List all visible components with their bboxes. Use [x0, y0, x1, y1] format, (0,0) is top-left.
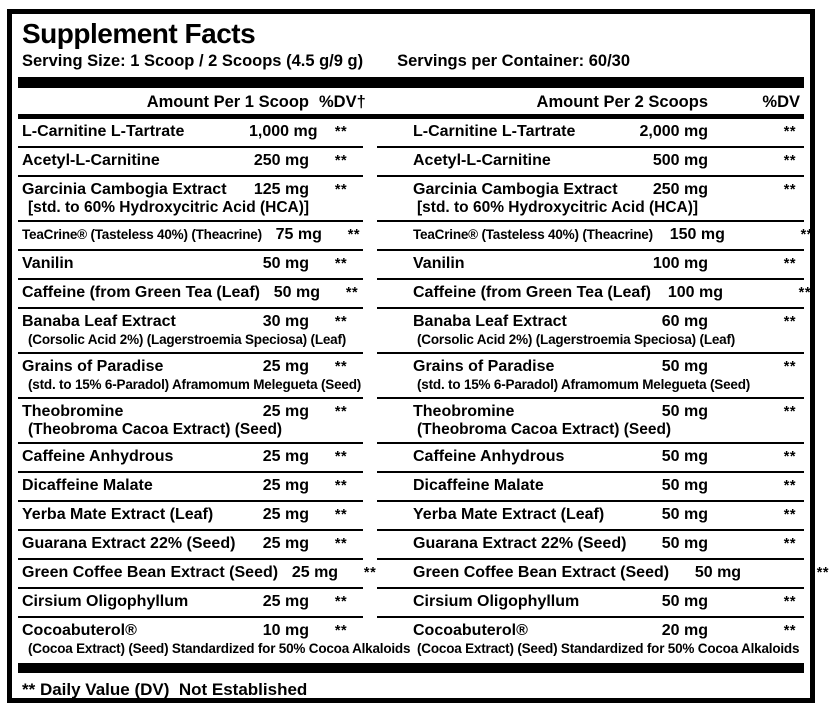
column-gap — [363, 616, 377, 661]
ingredient-name: Cocoabuterol® — [413, 622, 528, 639]
ingredient-name: Vanilin — [413, 255, 465, 272]
ingredient-amount-2scoops: 50 mg — [661, 358, 708, 375]
column-gap — [363, 352, 377, 397]
ingredient-amount-1scoop: 25 mg — [262, 477, 309, 494]
ingredient-amount-2scoops: 250 mg — [652, 181, 708, 198]
ingredient-entry-1scoop — [18, 397, 363, 442]
serving-size: Serving Size: 1 Scoop / 2 Scoops (4.5 g/9 g) — [22, 52, 364, 70]
ingredient-amount-2scoops: 50 mg — [661, 403, 708, 420]
ingredient-entry-1scoop — [18, 587, 363, 616]
column-gap — [363, 146, 377, 175]
column-gap — [363, 307, 377, 352]
ingredient-dv-1scoop: ** — [347, 227, 361, 243]
ingredient-dv-1scoop: ** — [363, 565, 377, 581]
column-gap — [363, 442, 377, 471]
ingredient-name: Caffeine Anhydrous — [22, 448, 174, 465]
ingredient-entry-1scoop — [18, 352, 363, 397]
ingredient-name: Cocoabuterol® — [22, 622, 137, 639]
ingredient-entry-1scoop — [18, 442, 363, 471]
column-headers-2scoops — [377, 88, 804, 112]
ingredient-detail: (std. to 15% 6-Paradol) Aframomum Melegueta (Seed) — [28, 377, 362, 392]
ingredient-amount-2scoops: 2,000 mg — [639, 123, 708, 140]
ingredient-entry-2scoops — [377, 146, 804, 175]
ingredient-dv-1scoop: ** — [334, 124, 348, 140]
ingredient-name: Acetyl-L-Carnitine — [22, 152, 160, 169]
column-gap — [363, 529, 377, 558]
ingredient-name: Garcinia Cambogia Extract — [22, 181, 227, 198]
ingredient-detail: (Theobroma Cacoa Extract) (Seed) — [417, 421, 672, 438]
column-gap — [363, 278, 377, 307]
ingredient-dv-2scoops: ** — [783, 449, 796, 465]
ingredient-amount-1scoop: 50 mg — [273, 284, 320, 301]
ingredient-entry-1scoop — [18, 175, 363, 220]
ingredient-amount-1scoop: 25 mg — [262, 448, 309, 465]
ingredient-name: Vanilin — [22, 255, 74, 272]
ingredient-amount-1scoop: 25 mg — [262, 593, 309, 610]
ingredient-amount-1scoop: 75 mg — [275, 226, 322, 243]
ingredient-dv-1scoop: ** — [334, 404, 348, 420]
ingredient-amount-1scoop: 25 mg — [262, 506, 309, 523]
ingredient-amount-2scoops: 50 mg — [661, 506, 708, 523]
ingredient-dv-1scoop: ** — [345, 285, 359, 301]
ingredient-dv-2scoops: ** — [783, 536, 796, 552]
ingredient-entry-2scoops — [377, 442, 804, 471]
ingredient-row — [18, 175, 804, 220]
ingredient-row — [18, 249, 804, 278]
ingredient-name: Garcinia Cambogia Extract — [413, 181, 618, 198]
serving-info — [18, 51, 804, 71]
ingredient-amount-2scoops: 50 mg — [694, 564, 742, 581]
ingredient-name: Grains of Paradise — [22, 358, 164, 375]
ingredient-name: Caffeine Anhydrous — [413, 448, 565, 465]
ingredient-row — [18, 442, 804, 471]
ingredient-entry-2scoops — [377, 616, 804, 661]
ingredient-amount-2scoops: 20 mg — [661, 622, 708, 639]
ingredient-detail: [std. to 60% Hydroxycitric Acid (HCA)] — [28, 199, 310, 216]
ingredient-row — [18, 119, 804, 146]
divider-thick-top — [18, 77, 804, 88]
column-gap — [363, 220, 377, 249]
ingredient-row — [18, 220, 813, 249]
ingredient-entry-2scoops — [377, 397, 804, 442]
ingredient-entry-2scoops — [377, 529, 804, 558]
column-headers-1scoop — [18, 88, 366, 112]
ingredient-entry-2scoops — [377, 471, 804, 500]
ingredient-row — [18, 397, 804, 442]
ingredient-name: TeaCrine® (Tasteless 40%) (Theacrine) — [22, 227, 262, 242]
ingredient-name: Guarana Extract 22% (Seed) — [413, 535, 627, 552]
ingredient-name: Yerba Mate Extract (Leaf) — [22, 506, 214, 523]
ingredient-amount-1scoop: 10 mg — [262, 622, 309, 639]
column-gap — [363, 119, 377, 146]
panel-header — [18, 14, 804, 71]
ingredient-amount-2scoops: 150 mg — [669, 226, 725, 243]
ingredient-dv-2scoops: ** — [783, 153, 796, 169]
dv-2scoops-header: %DV — [762, 93, 800, 111]
ingredient-name: Cirsium Oligophyllum — [22, 593, 189, 610]
dv-1scoop-header: %DV† — [319, 93, 366, 111]
ingredient-entry-2scoops — [377, 278, 811, 307]
ingredient-entry-2scoops — [377, 500, 804, 529]
ingredient-dv-2scoops: ** — [783, 359, 796, 375]
ingredient-name: Yerba Mate Extract (Leaf) — [413, 506, 605, 523]
ingredient-name: Dicaffeine Malate — [413, 477, 544, 494]
ingredient-name: Grains of Paradise — [413, 358, 555, 375]
ingredient-row — [18, 307, 804, 352]
ingredient-dv-1scoop: ** — [334, 153, 348, 169]
ingredient-row — [18, 529, 804, 558]
ingredient-dv-2scoops: ** — [783, 594, 796, 610]
amount-per-1-scoop-header: Amount Per 1 Scoop — [146, 93, 309, 111]
ingredient-entry-2scoops — [377, 220, 813, 249]
column-gap — [363, 587, 377, 616]
ingredient-name: Acetyl-L-Carnitine — [413, 152, 551, 169]
ingredient-dv-2scoops: ** — [783, 124, 796, 140]
ingredient-name: Theobromine — [22, 403, 124, 420]
divider-thick-bottom — [18, 663, 804, 673]
ingredient-entry-1scoop — [18, 529, 363, 558]
ingredient-detail: (Corsolic Acid 2%) (Lagerstroemia Speciosa) (Leaf) — [417, 332, 736, 347]
ingredient-row — [18, 278, 811, 307]
ingredient-name: Cirsium Oligophyllum — [413, 593, 580, 610]
ingredient-detail: [std. to 60% Hydroxycitric Acid (HCA)] — [417, 199, 699, 216]
ingredient-amount-1scoop: 25 mg — [291, 564, 339, 581]
column-gap — [363, 249, 377, 278]
ingredient-dv-2scoops: ** — [783, 404, 796, 420]
ingredient-dv-1scoop: ** — [334, 536, 348, 552]
ingredient-name: Caffeine (from Green Tea (Leaf) — [413, 284, 651, 301]
ingredient-entry-2scoops — [377, 249, 804, 278]
servings-per-container: Servings per Container: 60/30 — [397, 52, 631, 70]
ingredient-entry-1scoop — [18, 307, 363, 352]
ingredient-dv-2scoops: ** — [783, 256, 796, 272]
ingredient-entry-2scoops — [377, 558, 830, 587]
ingredient-dv-1scoop: ** — [334, 507, 348, 523]
ingredient-entry-2scoops — [377, 175, 804, 220]
ingredient-name: L-Carnitine L-Tartrate — [22, 123, 185, 140]
ingredient-dv-2scoops: ** — [783, 507, 796, 523]
column-gap — [363, 397, 377, 442]
ingredient-dv-1scoop: ** — [334, 314, 348, 330]
ingredient-entry-1scoop — [18, 471, 363, 500]
ingredient-dv-2scoops: ** — [798, 285, 811, 301]
ingredient-row — [18, 500, 804, 529]
ingredient-name: Banaba Leaf Extract — [22, 313, 176, 330]
ingredient-name: Green Coffee Bean Extract (Seed) — [413, 564, 670, 581]
ingredient-table — [18, 119, 830, 661]
ingredient-dv-2scoops: ** — [783, 314, 796, 330]
panel-title: Supplement Facts — [22, 18, 256, 49]
ingredient-detail: (Corsolic Acid 2%) (Lagerstroemia Speciosa) (Leaf) — [28, 332, 347, 347]
ingredient-entry-2scoops — [377, 352, 804, 397]
ingredient-row — [18, 352, 804, 397]
ingredient-amount-1scoop: 30 mg — [262, 313, 309, 330]
ingredient-amount-1scoop: 1,000 mg — [249, 123, 318, 140]
ingredient-amount-2scoops: 100 mg — [667, 284, 723, 301]
ingredient-dv-1scoop: ** — [334, 359, 348, 375]
ingredient-dv-1scoop: ** — [334, 623, 348, 639]
ingredient-amount-2scoops: 50 mg — [661, 535, 708, 552]
column-headers — [18, 88, 804, 114]
ingredient-entry-1scoop — [18, 558, 377, 587]
ingredient-dv-1scoop: ** — [334, 256, 348, 272]
ingredient-amount-1scoop: 25 mg — [262, 358, 309, 375]
ingredient-dv-2scoops: ** — [783, 623, 796, 639]
ingredient-detail: (std. to 15% 6-Paradol) Aframomum Melegueta (Seed) — [417, 377, 751, 392]
ingredient-amount-1scoop: 50 mg — [262, 255, 309, 272]
ingredient-dv-2scoops: ** — [816, 565, 830, 581]
ingredient-name: Banaba Leaf Extract — [413, 313, 567, 330]
ingredient-entry-2scoops — [377, 307, 804, 352]
column-gap — [363, 500, 377, 529]
daily-value-footnote: ** Daily Value (DV) Not Established — [22, 680, 308, 699]
ingredient-row — [18, 471, 804, 500]
ingredient-row — [18, 587, 804, 616]
ingredient-entry-1scoop — [18, 146, 363, 175]
ingredient-entry-2scoops — [377, 119, 804, 146]
amount-per-2-scoops-header: Amount Per 2 Scoops — [536, 93, 708, 111]
ingredient-dv-1scoop: ** — [334, 182, 348, 198]
ingredient-detail: (Cocoa Extract) (Seed) Standardized for 50% Cocoa Alkaloids — [417, 641, 800, 656]
ingredient-entry-1scoop — [18, 278, 363, 307]
ingredient-dv-1scoop: ** — [334, 449, 348, 465]
ingredient-amount-2scoops: 100 mg — [652, 255, 708, 272]
ingredient-name: Theobromine — [413, 403, 515, 420]
ingredient-entry-2scoops — [377, 587, 804, 616]
ingredient-amount-2scoops: 50 mg — [661, 593, 708, 610]
ingredient-entry-1scoop — [18, 119, 363, 146]
ingredient-dv-1scoop: ** — [334, 594, 348, 610]
ingredient-row — [18, 616, 804, 661]
column-gap — [363, 175, 377, 220]
ingredient-amount-1scoop: 25 mg — [262, 403, 309, 420]
ingredient-row — [18, 558, 830, 587]
ingredient-dv-2scoops: ** — [783, 182, 796, 198]
ingredient-name: L-Carnitine L-Tartrate — [413, 123, 576, 140]
ingredient-entry-1scoop — [18, 500, 363, 529]
ingredient-entry-1scoop — [18, 220, 363, 249]
ingredient-amount-2scoops: 50 mg — [661, 448, 708, 465]
ingredient-name: TeaCrine® (Tasteless 40%) (Theacrine) — [413, 227, 653, 242]
ingredient-detail: (Cocoa Extract) (Seed) Standardized for 50% Cocoa Alkaloids — [28, 641, 411, 656]
column-gap — [363, 558, 377, 587]
ingredient-entry-1scoop — [18, 249, 363, 278]
ingredient-amount-2scoops: 500 mg — [652, 152, 708, 169]
ingredient-amount-1scoop: 125 mg — [253, 181, 309, 198]
ingredient-row — [18, 146, 804, 175]
ingredient-name: Dicaffeine Malate — [22, 477, 153, 494]
ingredient-amount-2scoops: 60 mg — [661, 313, 708, 330]
ingredient-dv-2scoops: ** — [800, 227, 813, 243]
ingredient-amount-1scoop: 250 mg — [253, 152, 309, 169]
ingredient-name: Green Coffee Bean Extract (Seed) — [22, 564, 279, 581]
ingredient-name: Guarana Extract 22% (Seed) — [22, 535, 236, 552]
column-gap — [363, 88, 377, 112]
ingredient-amount-2scoops: 50 mg — [661, 477, 708, 494]
ingredient-amount-1scoop: 25 mg — [262, 535, 309, 552]
ingredient-name: Caffeine (from Green Tea (Leaf) — [22, 284, 260, 301]
ingredient-entry-1scoop — [18, 616, 411, 661]
column-gap — [363, 471, 377, 500]
ingredient-dv-2scoops: ** — [783, 478, 796, 494]
supplement-facts-panel — [7, 9, 830, 703]
ingredient-detail: (Theobroma Cacoa Extract) (Seed) — [28, 421, 283, 438]
ingredient-dv-1scoop: ** — [334, 478, 348, 494]
